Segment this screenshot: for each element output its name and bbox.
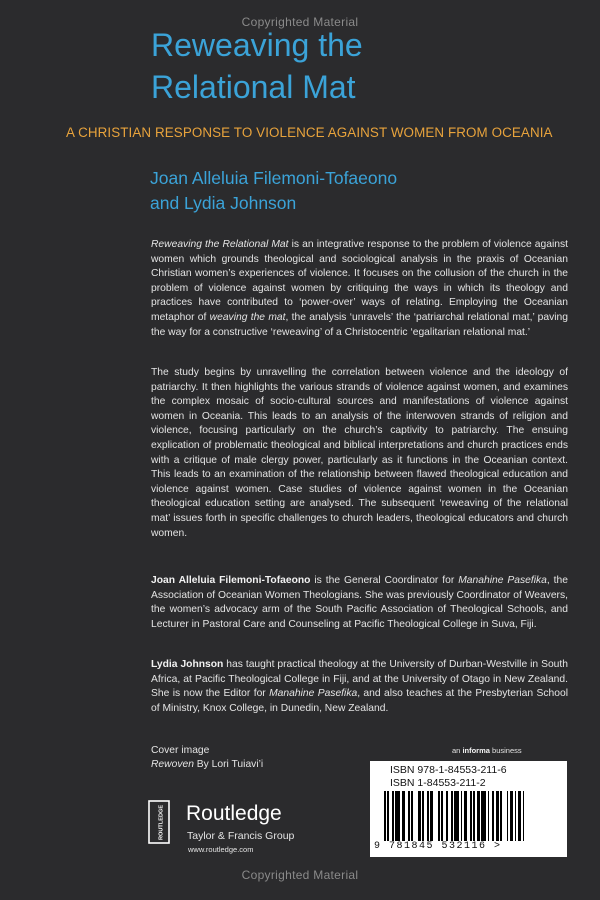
informa-prefix: an — [452, 746, 463, 755]
bio-text: is the General Coordinator for — [310, 575, 459, 586]
cover-credit — [151, 744, 263, 772]
blurb-text: is an integrative response to the problem of violence against women which grounds theological and sociological analysis in the praxis of Oceanian Christian women’s experiences of violence. It focuses on the collusion of the church in the problem of violence against women by critiquing the ways in which its theology and practices have contributed to ‘power-over’ ways of relating. Employing the Oceanian metaphor of — [151, 239, 568, 323]
book-authors — [150, 166, 397, 216]
isbn-barcode — [370, 761, 567, 857]
author-2: and Lydia Johnson — [150, 193, 297, 213]
copyright-watermark-bottom: Copyrighted Material — [241, 868, 359, 882]
copyright-watermark-top: Copyrighted Material — [241, 15, 359, 29]
title-line-2: Relational Mat — [151, 69, 356, 105]
cover-work — [151, 758, 263, 772]
bio-emphasis: Manahine Pasefika — [269, 688, 358, 700]
cover-artist: By Lori Tuiavi’i — [193, 759, 264, 770]
blurb-paragraph-2: The study begins by unravelling the correlation between violence and the ideology of patriarchy. It then highlights the various strands of violence against women, and examines the complex mosaic of socio-cultural sources and manifestations of violence against women in Oceania. This leads to an analysis of the interwoven strands of religion and violence, focusing particularly on the church’s captivity to patriarchy. The ensuing explication of problematic theological and biblical interpretations and church practices ends with a critique of male clergy power, particularly as it functions in the Oceanian context. This leads to an examination of the relationship between flawed theological education and violence against women. Case studies of violence against women in the Oceanian theological education setting are analysed. The subsequent ‘reweaving of the relational mat’ issues forth in specific challenges to church leaders, theological educators and church women. — [151, 367, 568, 539]
informa-brand: informa — [462, 746, 490, 755]
author-bio-2 — [151, 658, 568, 716]
bio-emphasis: Manahine Pasefika — [458, 575, 547, 586]
routledge-logo-icon — [148, 800, 170, 844]
barcode-number: 9 781845 532116 > — [374, 841, 502, 852]
isbn-10: ISBN 1-84553-211-2 — [390, 777, 486, 789]
publisher-name: Routledge — [186, 802, 282, 825]
author-bio-1 — [151, 574, 568, 632]
informa-suffix: business — [489, 746, 522, 755]
bio-author-name: Joan Alleluia Filemoni-Tofaeono — [151, 575, 311, 586]
blurb-emphasis: weaving the mat — [209, 311, 286, 323]
barcode-bars — [384, 791, 556, 841]
isbn-13: ISBN 978-1-84553-211-6 — [390, 764, 507, 776]
blurb-book-title: Reweaving the Relational Mat — [151, 239, 289, 250]
bio-author-name: Lydia Johnson — [151, 659, 224, 670]
publisher-url: www.routledge.com — [188, 845, 254, 854]
publisher-group: Taylor & Francis Group — [187, 830, 295, 842]
title-line-1: Reweaving the — [151, 27, 363, 63]
logo-text: ROUTLEDGE — [158, 804, 165, 840]
barcode-stripe — [524, 791, 526, 841]
blurb-text: , the analysis ‘unravels’ the ‘patriarchal relational mat,’ paving the way for a constructive ‘reweaving’ of a Christocentric ‘egalitarian relational mat.’ — [151, 311, 568, 338]
cover-work-title: Rewoven — [151, 759, 194, 770]
author-1: Joan Alleluia Filemoni-Tofaeono — [150, 168, 398, 188]
book-title — [151, 24, 363, 108]
bio-text: , the Association of Oceanian Women Theologians. She was previously Coordinator of Weavers, the women’s advocacy arm of the South Pacific Association of Theological Schools, and Lecturer in Pastoral Care and Counseling at Pacific Theological College in Suva, Fiji. — [151, 575, 568, 630]
cover-label: Cover image — [151, 745, 210, 756]
book-subtitle: A CHRISTIAN RESPONSE TO VIOLENCE AGAINST WOMEN FROM OCEANIA — [66, 125, 553, 140]
blurb-paragraph-1 — [151, 238, 568, 340]
bio-text: has taught practical theology at the University of Durban-Westville in South Africa, at Pacific Theological College in Fiji, and at the University of Otago in New Zealand. She is now the Editor for — [151, 659, 568, 700]
bio-text: , and also teaches at the Presbyterian School of Ministry, Knox College, in Dunedin, New Zealand. — [151, 688, 568, 714]
informa-business-tag — [452, 746, 522, 755]
